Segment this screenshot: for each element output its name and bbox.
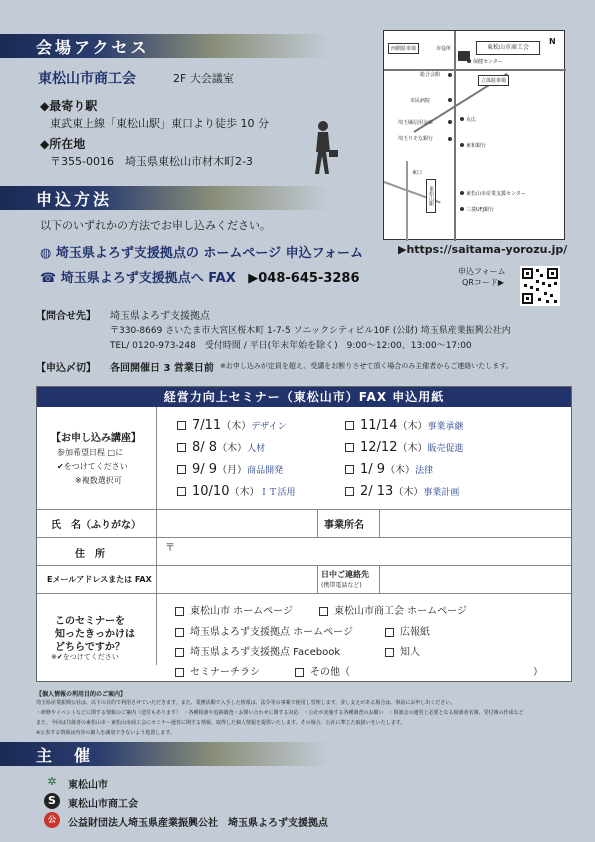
map-label-resona: 埼玉りそな銀行 <box>398 136 434 142</box>
section-header-apply <box>0 186 330 210</box>
course-hint-2: ✔をつけてください <box>57 462 128 471</box>
trigger-label-1: このセミナーを <box>55 616 125 627</box>
course-option[interactable]: 9/ 9（月）商品開発 <box>177 461 283 477</box>
name-label: 氏 名（ふりがな） <box>51 520 141 531</box>
map-venue-box: 東松山市商工会 <box>476 41 540 55</box>
trigger-option[interactable]: セミナーチラシ <box>175 663 260 678</box>
map-label-health: 保健センター <box>473 59 503 65</box>
deadline-note: ※お申し込みが定員を超え、受講をお断りさせて頂く場合のみ主催者からご連絡いたします。 <box>220 362 513 370</box>
trigger-option[interactable]: 埼玉県よろず支援拠点 Facebook <box>175 643 340 658</box>
checkbox[interactable] <box>175 628 184 637</box>
saitama-corp-logo-icon: 公 <box>44 812 60 828</box>
map-parking-tower: 立体駐車場 <box>478 75 509 86</box>
course-option[interactable]: 7/11（木）デザイン <box>177 417 287 433</box>
deadline-label: 【申込〆切】 <box>36 363 96 374</box>
contact-label: 【問合せ先】 <box>36 311 96 322</box>
map-label-hospital: 市民病院 <box>410 98 431 104</box>
contact-org: 埼玉県よろず支援拠点 <box>110 311 210 322</box>
address-label: ◆所在地 <box>40 137 86 151</box>
checkbox[interactable] <box>177 487 186 496</box>
trigger-option[interactable]: 東松山市 ホームページ <box>175 602 293 617</box>
map-label-eastexit: 東口 <box>412 170 423 176</box>
qr-label-2: QRコード▶ <box>462 278 505 287</box>
email-label: Eメールアドレスまたは FAX <box>47 575 152 584</box>
trigger-label-2: 知ったきっかけは <box>55 629 135 640</box>
checkbox[interactable] <box>345 465 354 474</box>
station-label: ◆最寄り駅 <box>40 99 98 113</box>
trigger-option[interactable]: 埼玉県よろず支援拠点 ホームページ <box>175 623 353 638</box>
privacy-line: ・研修やイベントなどに関する情報のご案内（送付もあります） ・各種相談や追跡調査・お問い合わせに関する対応 ・公社が実施する各種調査のお願い ・相談会の運営上必要となる相談者名簿、受付簿の作成など <box>36 710 524 716</box>
checkbox[interactable] <box>175 607 184 616</box>
daytime-label-2: (携帯電話など) <box>321 582 362 589</box>
trigger-option-other[interactable]: その他（ <box>295 663 350 678</box>
fax-icon: ☎ <box>40 271 57 286</box>
course-option[interactable]: 11/14（木）事業承継 <box>345 417 463 433</box>
host-item: 東松山市 <box>68 780 108 791</box>
course-option[interactable]: 12/12（木）販売促進 <box>345 439 463 455</box>
checkbox[interactable] <box>385 648 394 657</box>
fax-application-form <box>36 386 572 682</box>
apply-web-url[interactable]: ▶https://saitama-yorozu.jp/ <box>398 243 568 256</box>
trigger-other-close: ） <box>533 667 543 678</box>
privacy-title: 【個人情報の利用目的のご案内】 <box>36 691 127 698</box>
privacy-line: 埼玉県産業振興公社は、以下の目的で利用させていただきます。また、業務活動で入手した情報は、法令等の事案で使用し管理します。並し支えがある場合は、事前にお申し出ください。 <box>36 700 456 706</box>
checkbox[interactable] <box>319 607 328 616</box>
deadline-text: 各回開催日 3 営業日前 <box>110 363 214 374</box>
apply-intro: 以下のいずれかの方法でお申し込みください。 <box>40 219 271 232</box>
map-parking-west: 西側駐車場 <box>388 43 419 54</box>
section-header-host <box>0 742 330 766</box>
course-label: 【お申し込み講座】 <box>51 433 141 444</box>
access-heading: 会場アクセス <box>36 38 150 57</box>
apply-web-text: 埼玉県よろず支援拠点の ホームページ 申込フォーム <box>55 246 364 261</box>
map-label-marumiro: 丸広 <box>466 117 477 123</box>
apply-fax-text: 埼玉県よろず支援拠点へ FAX <box>60 271 236 286</box>
map-label-mufg: 三菱UFJ銀行 <box>466 207 495 213</box>
apply-fax-number: ▶048-645-3286 <box>248 271 360 286</box>
email-field[interactable] <box>157 566 317 592</box>
checkbox[interactable] <box>175 668 184 677</box>
form-title: 経営力向上セミナー（東松山市）FAX 申込用紙 <box>37 387 571 407</box>
qr-code-icon[interactable] <box>520 266 560 306</box>
course-hint-1: 参加希望日程 □に <box>57 448 124 457</box>
host-item: 公益財団法人埼玉県産業振興公社 埼玉県よろず支援拠点 <box>68 818 328 829</box>
company-field[interactable] <box>380 510 572 536</box>
trigger-label-3: どちらですか？ <box>55 642 125 653</box>
checkbox[interactable] <box>385 628 394 637</box>
daytime-contact-field[interactable] <box>380 566 572 592</box>
course-option[interactable]: 1/ 9（木）法律 <box>345 461 433 477</box>
map-label-hall: 総合会館 <box>420 72 441 78</box>
course-option[interactable]: 8/ 8（木）人材 <box>177 439 265 455</box>
daytime-label-1: 日中ご連絡先 <box>321 570 369 579</box>
host-heading: 主 催 <box>36 746 94 765</box>
station-text: 東武東上線「東松山駅」東口より徒歩 10 分 <box>50 117 269 130</box>
venue-name: 東松山市商工会 <box>38 71 136 87</box>
company-label: 事業所名 <box>324 520 364 531</box>
apply-web-row <box>40 242 363 261</box>
host-item: 東松山市商工会 <box>68 799 138 810</box>
course-option[interactable]: 2/ 13（木）事業計画 <box>345 483 459 499</box>
apply-fax-row <box>40 267 360 286</box>
contact-tel: TEL/ 0120-973-248 受付時間 / 平日(年末年始を除く) 9:00～12:00、13:00～17:00 <box>110 341 472 351</box>
contact-address: 〒330-8669 さいたま市大宮区桜木町 1-7-5 ソニックシティビル10F (公財) 埼玉県産業振興公社内 <box>110 326 511 336</box>
map-label-towa: 東和銀行 <box>466 143 487 149</box>
trigger-option[interactable]: 知人 <box>385 643 420 658</box>
course-option[interactable]: 10/10（木）ＩＴ活用 <box>177 483 295 499</box>
name-field[interactable] <box>157 510 317 536</box>
address-field[interactable]: 〒 <box>165 543 175 554</box>
map-label-shinkin: 埼玉縣信用金庫 <box>398 120 434 126</box>
walking-person-illustration <box>305 118 341 178</box>
checkbox[interactable] <box>345 487 354 496</box>
checkbox[interactable] <box>175 648 184 657</box>
map-station: 東松山駅 <box>426 179 436 213</box>
section-header-access <box>0 34 330 58</box>
trigger-option[interactable]: 広報紙 <box>385 623 430 638</box>
map-label-support-center: 東松山市産業支援センター <box>466 191 526 197</box>
privacy-line: また、今回は共催者の東松山市・東松山市商工会にセミナー運営に関する情報、取得した個人情報を提供いたします。その場合、公社に準じた取扱いをいたします。 <box>36 720 406 726</box>
access-map <box>383 30 565 240</box>
checkbox[interactable] <box>177 443 186 452</box>
privacy-line: ※公表する情報は内容の個人を識別できないよう処置します。 <box>36 730 175 736</box>
address-text: 〒355-0016 埼玉県東松山市材木町2-3 <box>50 155 253 168</box>
course-hint-3: ※複数選択可 <box>75 476 122 485</box>
qr-label-1: 申込フォーム <box>458 267 506 276</box>
checkbox[interactable] <box>177 465 186 474</box>
address-label: 住 所 <box>75 549 105 560</box>
chamber-logo-icon: S <box>44 793 60 809</box>
checkbox[interactable] <box>177 421 186 430</box>
north-icon: N <box>549 37 556 46</box>
globe-icon: ◍ <box>40 246 52 261</box>
checkbox[interactable] <box>345 443 354 452</box>
trigger-option[interactable]: 東松山市商工会 ホームページ <box>319 602 467 617</box>
checkbox[interactable] <box>295 668 304 677</box>
apply-heading: 申込方法 <box>36 190 113 209</box>
venue-room: 2F 大会議室 <box>173 72 234 85</box>
checkbox[interactable] <box>345 421 354 430</box>
map-label-cityhall: 市役所 <box>436 46 452 52</box>
trigger-hint: ※✔をつけてください <box>51 653 119 661</box>
city-emblem-icon: ✲ <box>47 775 57 788</box>
